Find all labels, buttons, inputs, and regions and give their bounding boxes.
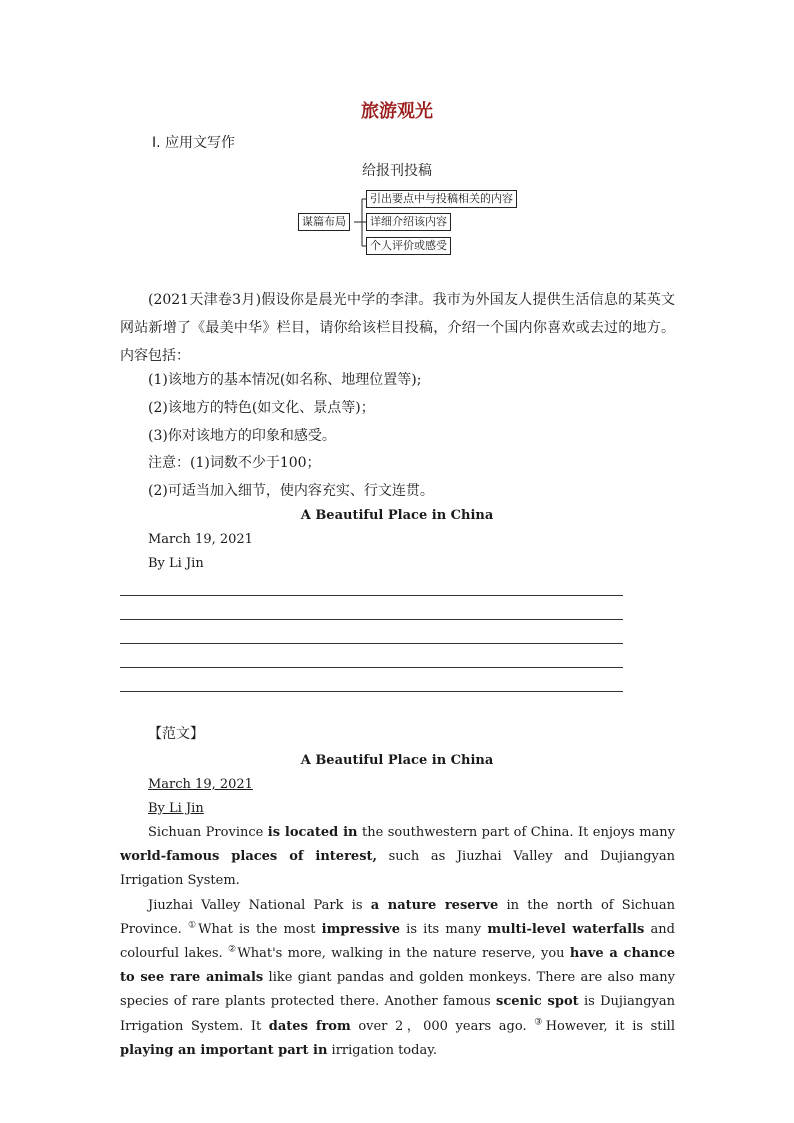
task-byline: By Li Jin — [148, 556, 204, 571]
content-point-1: (1)该地方的基本情况(如名称、地理位置等); — [148, 372, 422, 388]
answer-line — [120, 667, 623, 668]
task-date: March 19, 2021 — [148, 532, 253, 547]
essay-paragraph-1 — [120, 821, 675, 894]
text-run: in the north of Sichuan Province. — [120, 897, 676, 937]
model-byline: By Li Jin — [148, 801, 204, 816]
text-run: like giant pandas and golden monkeys. There are also many species of rare plants protected there. Another famous — [120, 970, 675, 1010]
text-run: the southwestern part of China. It enjoys many — [357, 825, 675, 840]
text-run: such as Jiuzhai Valley and Dujiangyan Irrigation System. — [120, 849, 675, 889]
page-title: 旅游观光 — [361, 101, 433, 122]
task-prompt: (2021天津卷3月)假设你是晨光中学的李津。我市为外国友人提供生活信息的某英文网站新增了《最美中华》栏目，请你给该栏目投稿，介绍一个国内你喜欢或去过的地方。内容包括： — [120, 292, 675, 364]
content-point-3: (3)你对该地方的印象和感受。 — [148, 428, 336, 444]
highlighted-phrase: playing an important part in — [120, 1042, 328, 1058]
text-run: However, it is still — [545, 1018, 675, 1034]
diagram-branch-3: 个人评价或感受 — [366, 237, 451, 255]
model-label: 【范文】 — [148, 726, 204, 742]
structure-diagram — [296, 186, 536, 258]
text-run: and colourful lakes. — [120, 921, 675, 962]
sentence-marker: ② — [228, 944, 238, 955]
text-run: Sichuan Province — [148, 825, 268, 840]
essay-paragraph-2 — [120, 894, 675, 1063]
subtitle: 给报刊投稿 — [362, 163, 432, 179]
text-run: Jiuzhai Valley National Park is — [148, 897, 371, 913]
model-date: March 19, 2021 — [148, 777, 253, 792]
text-run: What's more, walking in the nature reserve, you — [237, 946, 570, 962]
answer-line — [120, 643, 623, 644]
text-run: irrigation today. — [327, 1042, 437, 1058]
answer-line — [120, 619, 623, 620]
model-essay — [120, 821, 675, 1063]
note-1: 注意：(1)词数不少于100； — [148, 455, 321, 471]
diagram-branch-2: 详细介绍该内容 — [366, 213, 451, 231]
text-run: is its many — [399, 921, 488, 937]
highlighted-phrase: scenic spot — [496, 994, 579, 1010]
highlighted-phrase: world-famous places of interest, — [120, 849, 378, 865]
highlighted-phrase: have a chance to see rare animals — [120, 946, 675, 986]
highlighted-phrase: is located in — [267, 825, 358, 840]
text-run: over 2，000 years ago. — [350, 1018, 535, 1034]
diagram-root: 谋篇布局 — [298, 213, 350, 231]
highlighted-phrase: a nature reserve — [370, 897, 499, 913]
answer-line — [120, 691, 623, 692]
highlighted-phrase: dates from — [268, 1018, 351, 1034]
note-2: (2)可适当加入细节，使内容充实、行文连贯。 — [148, 483, 434, 499]
diagram-branch-1: 引出要点中与投稿相关的内容 — [366, 190, 517, 208]
highlighted-phrase: multi-level waterfalls — [487, 921, 645, 937]
answer-line — [120, 595, 623, 596]
task-heading: A Beautiful Place in China — [300, 508, 494, 523]
model-heading: A Beautiful Place in China — [300, 753, 494, 768]
sentence-marker: ① — [187, 920, 199, 931]
highlighted-phrase: impressive — [321, 921, 400, 937]
section-heading: Ⅰ. 应用文写作 — [152, 135, 236, 151]
text-run: What is the most — [198, 921, 322, 937]
content-point-2: (2)该地方的特色(如文化、景点等)； — [148, 400, 375, 416]
sentence-marker: ③ — [534, 1017, 546, 1028]
text-run: is Dujiangyan Irrigation System. It — [120, 994, 675, 1034]
